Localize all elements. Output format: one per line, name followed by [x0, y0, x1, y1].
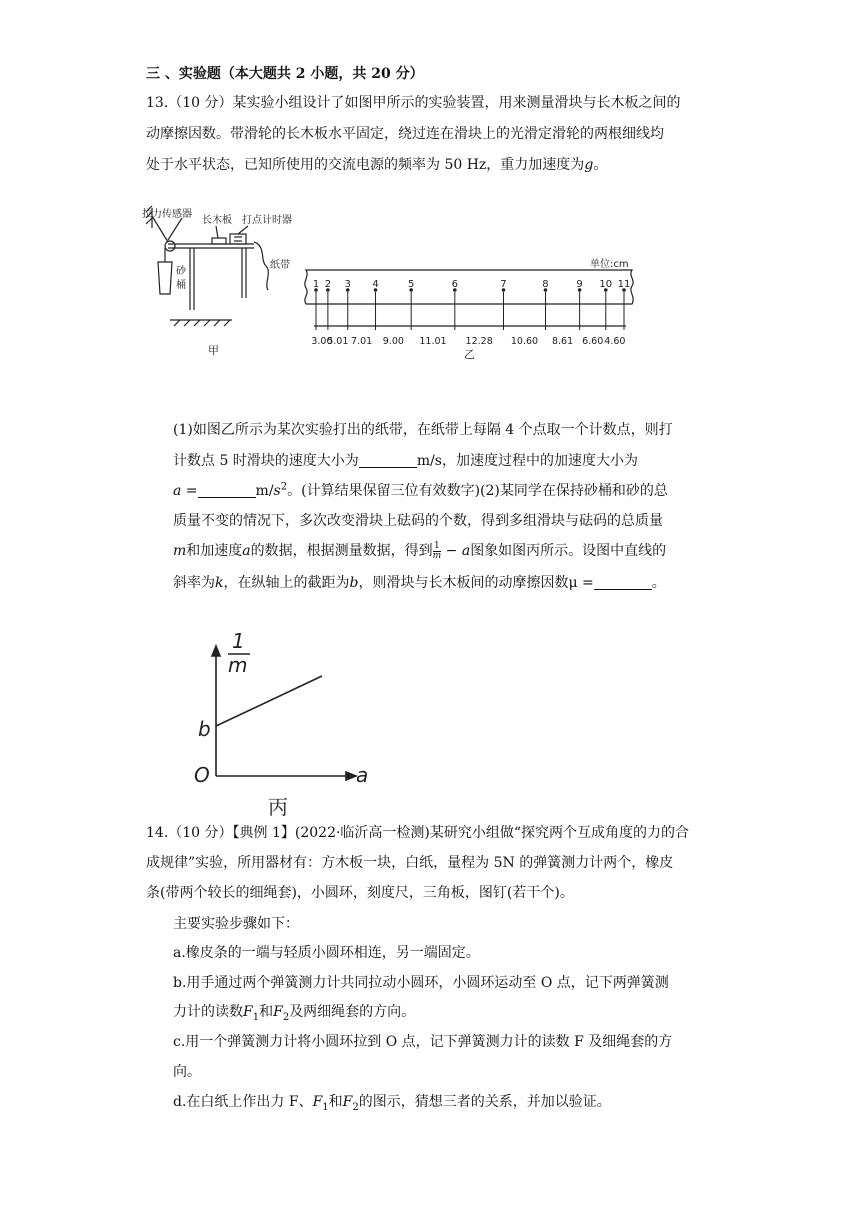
intercept-label: b	[198, 717, 211, 741]
label-bucket-2: 桶	[176, 280, 186, 291]
x-axis-arrow	[346, 772, 356, 780]
tape-point-label: 3	[344, 279, 351, 290]
q14-step-b-2: 力计的读数$F_1$和$F_2$及两细绳套的方向。	[173, 1004, 416, 1023]
tape-point-label: 9	[576, 279, 583, 290]
timer-box	[230, 234, 246, 244]
q14-step-c-1: c.用一个弹簧测力计将小圆环拉到 O 点，记下弹簧测力计的读数 F 及细绳套的方	[173, 1034, 673, 1050]
answer-blank-friction[interactable]	[594, 575, 652, 590]
tape-point-label: 8	[542, 279, 549, 290]
answer-blank-velocity[interactable]	[359, 453, 417, 468]
figure-bing-graph	[190, 618, 380, 818]
fraction-one-over-m: $\frac{1}{m}$	[432, 540, 442, 561]
caption-bing: 丙	[268, 795, 288, 818]
caption-jia: 甲	[208, 344, 219, 357]
tape-distance-label: 9.00	[382, 336, 404, 347]
q13-p1-line-3: $a = m/s^2$。(计算结果保留三位有效数字)(2)某同学在保持砂桶和砂的总	[173, 481, 668, 499]
tape-point-label: 11	[617, 279, 631, 290]
q13-p1-line-2: 计数点 5 时滑块的速度大小为 m/s，加速度过程中的加速度大小为	[173, 453, 638, 469]
answer-blank-acceleration[interactable]	[198, 483, 256, 498]
label-bucket-1: 砂	[176, 266, 186, 277]
tape-distance-label: 8.61	[551, 336, 574, 347]
tape-distance-label: 11.01	[419, 336, 447, 347]
origin-label: O	[194, 763, 210, 787]
bucket-icon	[158, 262, 172, 294]
q13-line-2: 动摩擦因数。带滑轮的长木板水平固定，绕过连在滑块上的光滑定滑轮的两根细线均	[146, 126, 664, 142]
figure-jia-apparatus	[142, 202, 302, 372]
tape-distance-label: 7.01	[351, 336, 373, 347]
tape-point-label: 10	[599, 279, 613, 290]
tape-point-label: 2	[324, 279, 332, 290]
section-title: 三 、实验题（本大题共 2 小题，共 20 分）	[146, 66, 424, 82]
tape-distance-label: 6.60	[582, 336, 604, 347]
slider-block	[212, 238, 226, 244]
q14-step-c-2: 向。	[173, 1064, 201, 1080]
q13-line-1: 13.（10 分）某实验小组设计了如图甲所示的实验装置，用来测量滑块与长木板之间的	[146, 95, 681, 111]
q14-step-b-1: b.用手通过两个弹簧测力计共同拉动小圆环，小圆环运动至 O 点，记下两弹簧测	[173, 975, 669, 991]
tape-point-label: 1	[312, 279, 320, 290]
y-label-num: 1	[232, 629, 245, 653]
tape-distance-label: 10.60	[510, 336, 539, 347]
q14-line-1: 14.（10 分）【典例 1】(2022·临沂高一检测)某研究小组做“探究两个互成角度的力的合	[146, 825, 690, 841]
label-timer: 打点计时器	[242, 215, 292, 226]
tape-distance-label: 12.28	[465, 336, 493, 347]
figure-yi-tape	[292, 254, 652, 364]
tape-unit: 单位:cm	[590, 259, 629, 270]
tape-point-label: 5	[408, 279, 415, 290]
q13-p1-line-1: (1)如图乙所示为某次实验打出的纸带，在纸带上每隔 4 个点取一个计数点，则打	[173, 422, 673, 438]
label-sensor: 拉力传感器	[142, 209, 192, 220]
label-board: 长木板	[202, 215, 232, 226]
y-axis-arrow	[212, 646, 220, 656]
tape-point-label: 4	[372, 279, 379, 290]
q13-line-3: 处于水平状态，已知所使用的交流电源的频率为 50 Hz，重力加速度为g。	[146, 157, 608, 173]
tape-point-label: 7	[500, 279, 507, 290]
tape-marks	[311, 279, 630, 347]
q14-line-2: 成规律”实验，所用器材有：方木板一块，白纸，量程为 5N 的弹簧测力计两个，橡皮	[146, 855, 674, 871]
q14-step-a: a.橡皮条的一端与轻质小圆环相连，另一端固定。	[173, 945, 480, 961]
tape-point-label: 6	[451, 279, 459, 290]
q13-p2-line-2: m和加速度a的数据，根据测量数据，得到 $\frac{1}{m}$ − a图象如图丙所示。设图中直线的	[173, 540, 667, 561]
q14-step-d: d.在白纸上作出力 F、$F_1$和$F_2$的图示，猜想三者的关系，并加以验证。	[173, 1094, 611, 1113]
y-label-den: m	[228, 653, 248, 677]
tape-distance-label: 5.01	[327, 336, 349, 347]
q14-steps-title: 主要实验步骤如下：	[173, 916, 299, 932]
x-label: a	[356, 763, 369, 787]
label-tape: 纸带	[270, 260, 290, 271]
caption-yi: 乙	[464, 348, 475, 361]
q14-line-3: 条(带两个较长的细绳套)，小圆环，刻度尺，三角板，图钉(若干个)。	[146, 885, 574, 901]
tape-distance-label: 3.00	[311, 336, 333, 347]
tape-strip	[305, 270, 633, 304]
tape-distance-label: 4.60	[604, 336, 626, 347]
pulley-icon	[165, 241, 175, 251]
q13-p2-line-1: 质量不变的情况下，多次改变滑块上砝码的个数，得到多组滑块与砝码的总质量	[173, 513, 663, 529]
tape-curve	[254, 242, 268, 290]
graph-line	[216, 676, 322, 726]
q13-p2-line-3: 斜率为k，在纵轴上的截距为b，则滑块与长木板间的动摩擦因数μ = 。	[173, 575, 666, 591]
